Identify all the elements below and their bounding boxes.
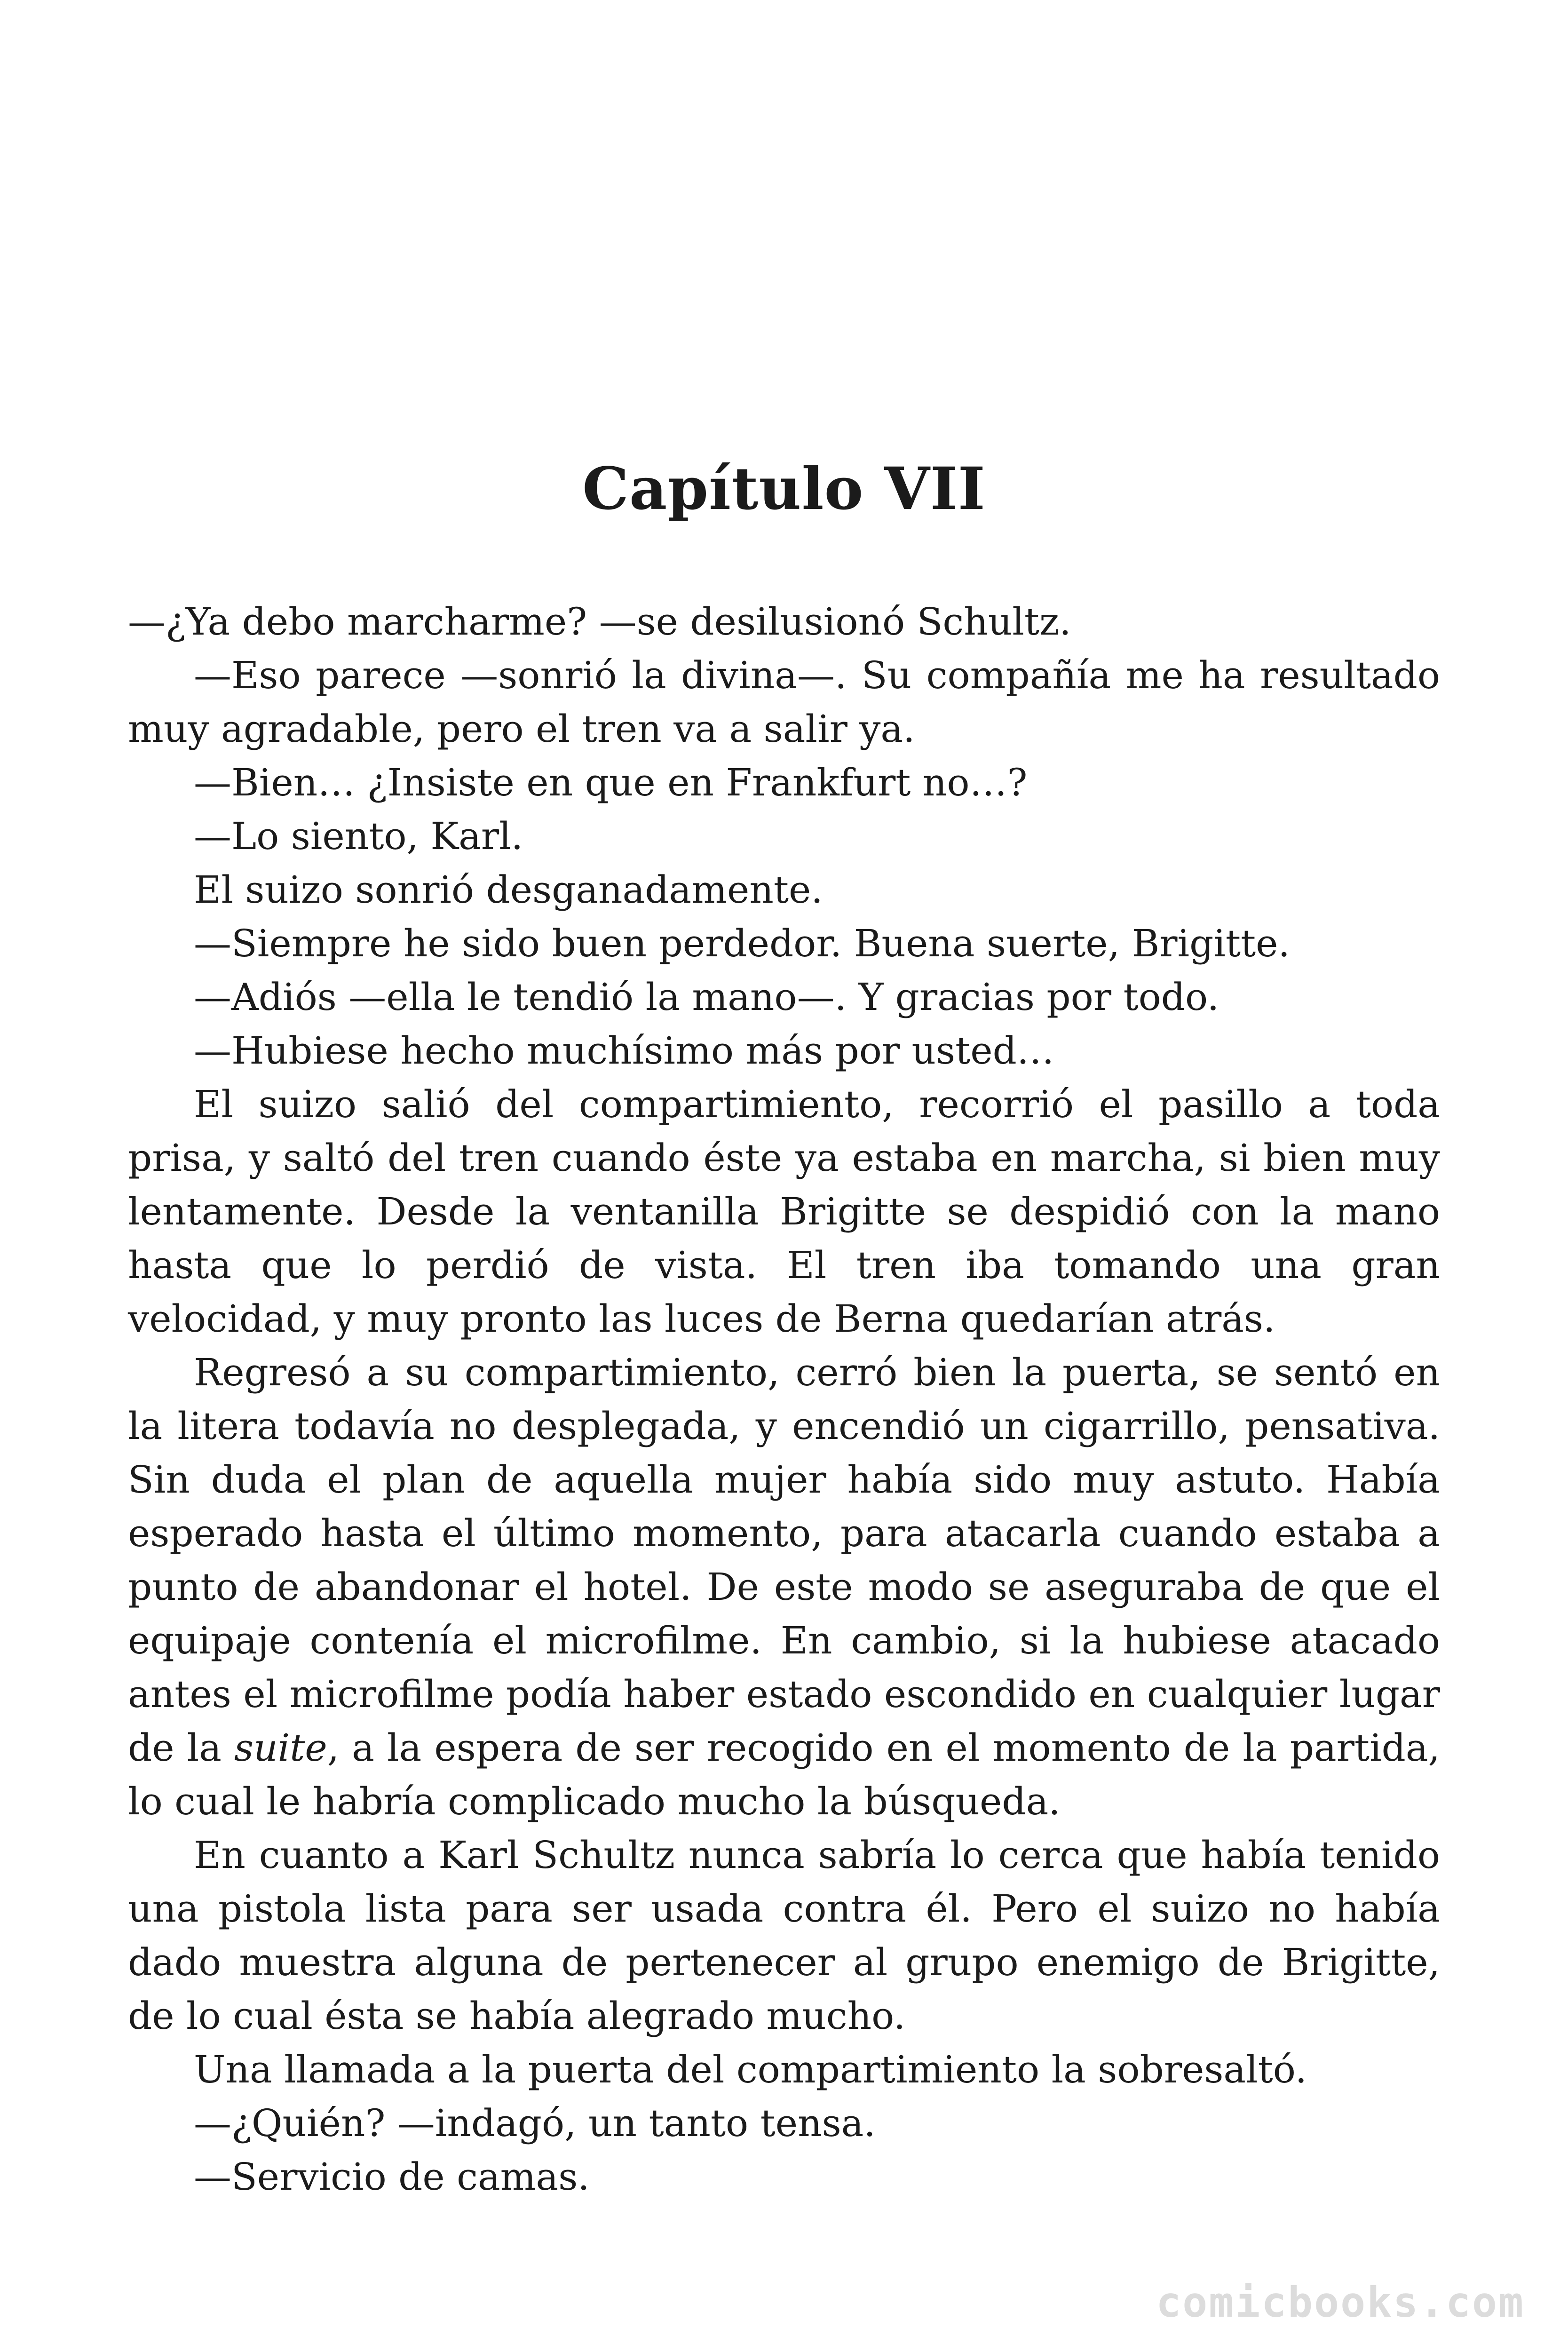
paragraph: En cuanto a Karl Schultz nunca sabría lo cerca que había tenido una pistola lista para ser usada contra él. Pero el suizo no había dado muestra alguna de pertenecer al grupo enemigo de Brigitte, de lo cual ésta se había alegrado mucho. bbox=[128, 1833, 1440, 2038]
paragraph: El suizo salió del compartimiento, recorrió el pasillo a toda prisa, y saltó del tren cuando éste ya estaba en marcha, si bien muy lentamente. Desde la ventanilla Brigitte se despidió con la mano hasta que lo perdió de vista. El tren iba tomando una gran velocidad, y muy pronto las luces de Berna quedarían atrás. bbox=[128, 1082, 1440, 1341]
paragraph: —Servicio de camas. bbox=[194, 2155, 590, 2199]
paragraph-suite bbox=[128, 1346, 1440, 1828]
paragraph: —¿Ya debo marcharme? —se desilusionó Schultz. bbox=[128, 600, 1071, 644]
paragraph: —Eso parece —sonrió la divina—. Su compañía me ha resultado muy agradable, pero el tren va a salir ya. bbox=[128, 653, 1440, 751]
paragraph: —¿Quién? —indagó, un tanto tensa. bbox=[194, 2101, 876, 2145]
chapter-title: Capítulo VII bbox=[582, 455, 986, 523]
paragraph: —Lo siento, Karl. bbox=[194, 814, 523, 858]
watermark: comicbooks.com bbox=[1156, 2278, 1525, 2327]
paragraph: Una llamada a la puerta del compartimiento la sobresaltó. bbox=[194, 2048, 1307, 2091]
body-text bbox=[128, 595, 1440, 2204]
paragraph: —Adiós —ella le tendió la mano—. Y gracias por todo. bbox=[194, 975, 1220, 1019]
paragraph: —Bien… ¿Insiste en que en Frankfurt no…? bbox=[194, 761, 1028, 804]
paragraph: —Siempre he sido buen perdedor. Buena suerte, Brigitte. bbox=[194, 922, 1290, 965]
paragraph-text: , a la espera de ser recogido en el momento de la partida, lo cual le habría complicado mucho la búsqueda. bbox=[128, 1726, 1440, 1823]
paragraph-text: Regresó a su compartimiento, cerró bien la puerta, se sentó en la litera todavía no desplegada, y encendió un cigarrillo, pensativa. Sin duda el plan de aquella mujer había sido muy astuto. Había esperado hasta el último momento, para atacarla cuando estaba a punto de abandonar el hotel. De este modo se aseguraba de que el equipaje contenía el microfilme. En cambio, si la hubiese atacado antes el microfilme podía haber estado escondido en cualquier lugar de la bbox=[128, 1351, 1440, 1770]
paragraph: El suizo sonrió desganadamente. bbox=[194, 868, 823, 912]
paragraph: —Hubiese hecho muchísimo más por usted… bbox=[194, 1029, 1054, 1073]
italic-word: suite bbox=[234, 1726, 327, 1770]
